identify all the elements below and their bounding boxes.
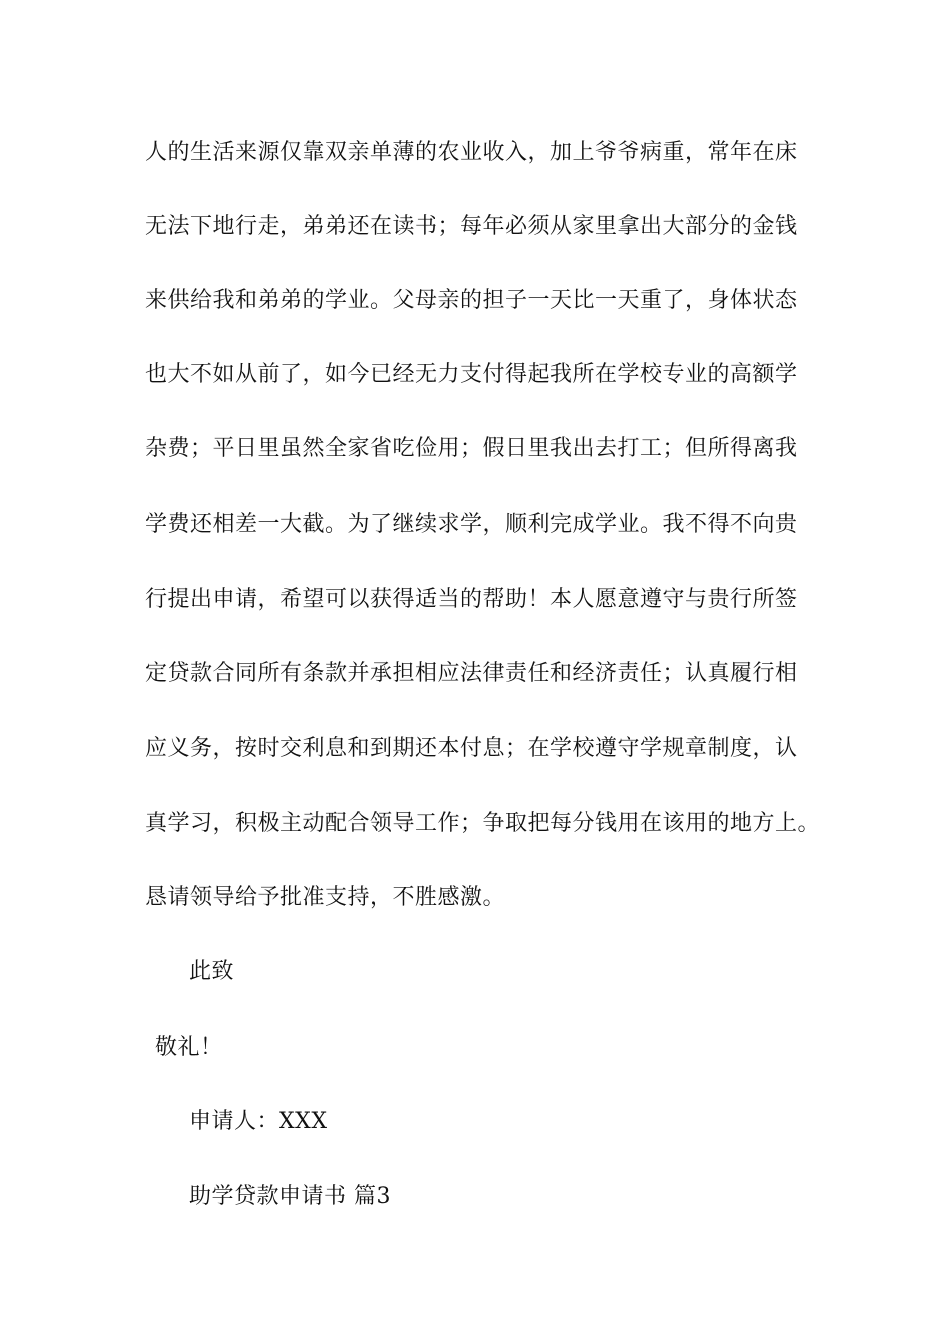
body-line-2: 无法下地行走，弟弟还在读书；每年必须从家里拿出大部分的金钱 bbox=[145, 214, 798, 239]
body-line-11: 恳请领导给予批准支持，不胜感激。 bbox=[145, 885, 506, 910]
body-line-8: 定贷款合同所有条款并承担相应法律责任和经济责任；认真履行相 bbox=[145, 661, 798, 686]
applicant-signature: 申请人：XXX bbox=[189, 1109, 328, 1134]
regards: 敬礼！ bbox=[155, 1035, 223, 1060]
body-line-3: 来供给我和弟弟的学业。父母亲的担子一天比一天重了，身体状态 bbox=[145, 288, 798, 313]
body-line-1: 人的生活来源仅靠双亲单薄的农业收入，加上爷爷病重，常年在床 bbox=[145, 140, 798, 165]
body-line-4: 也大不如从前了，如今已经无力支付得起我所在学校专业的高额学 bbox=[145, 362, 798, 387]
body-line-6: 学费还相差一大截。为了继续求学，顺利完成学业。我不得不向贵 bbox=[145, 512, 798, 537]
body-line-7: 行提出申请，希望可以获得适当的帮助！本人愿意遵守与贵行所签 bbox=[145, 587, 798, 612]
body-line-5: 杂费；平日里虽然全家省吃俭用；假日里我出去打工；但所得离我 bbox=[145, 436, 798, 461]
body-line-10: 真学习，积极主动配合领导工作；争取把每分钱用在该用的地方上。 bbox=[145, 811, 821, 836]
section-heading: 助学贷款申请书 篇3 bbox=[189, 1184, 391, 1209]
body-line-9: 应义务，按时交利息和到期还本付息；在学校遵守学规章制度，认 bbox=[145, 736, 798, 761]
salutation: 此致 bbox=[189, 959, 235, 984]
